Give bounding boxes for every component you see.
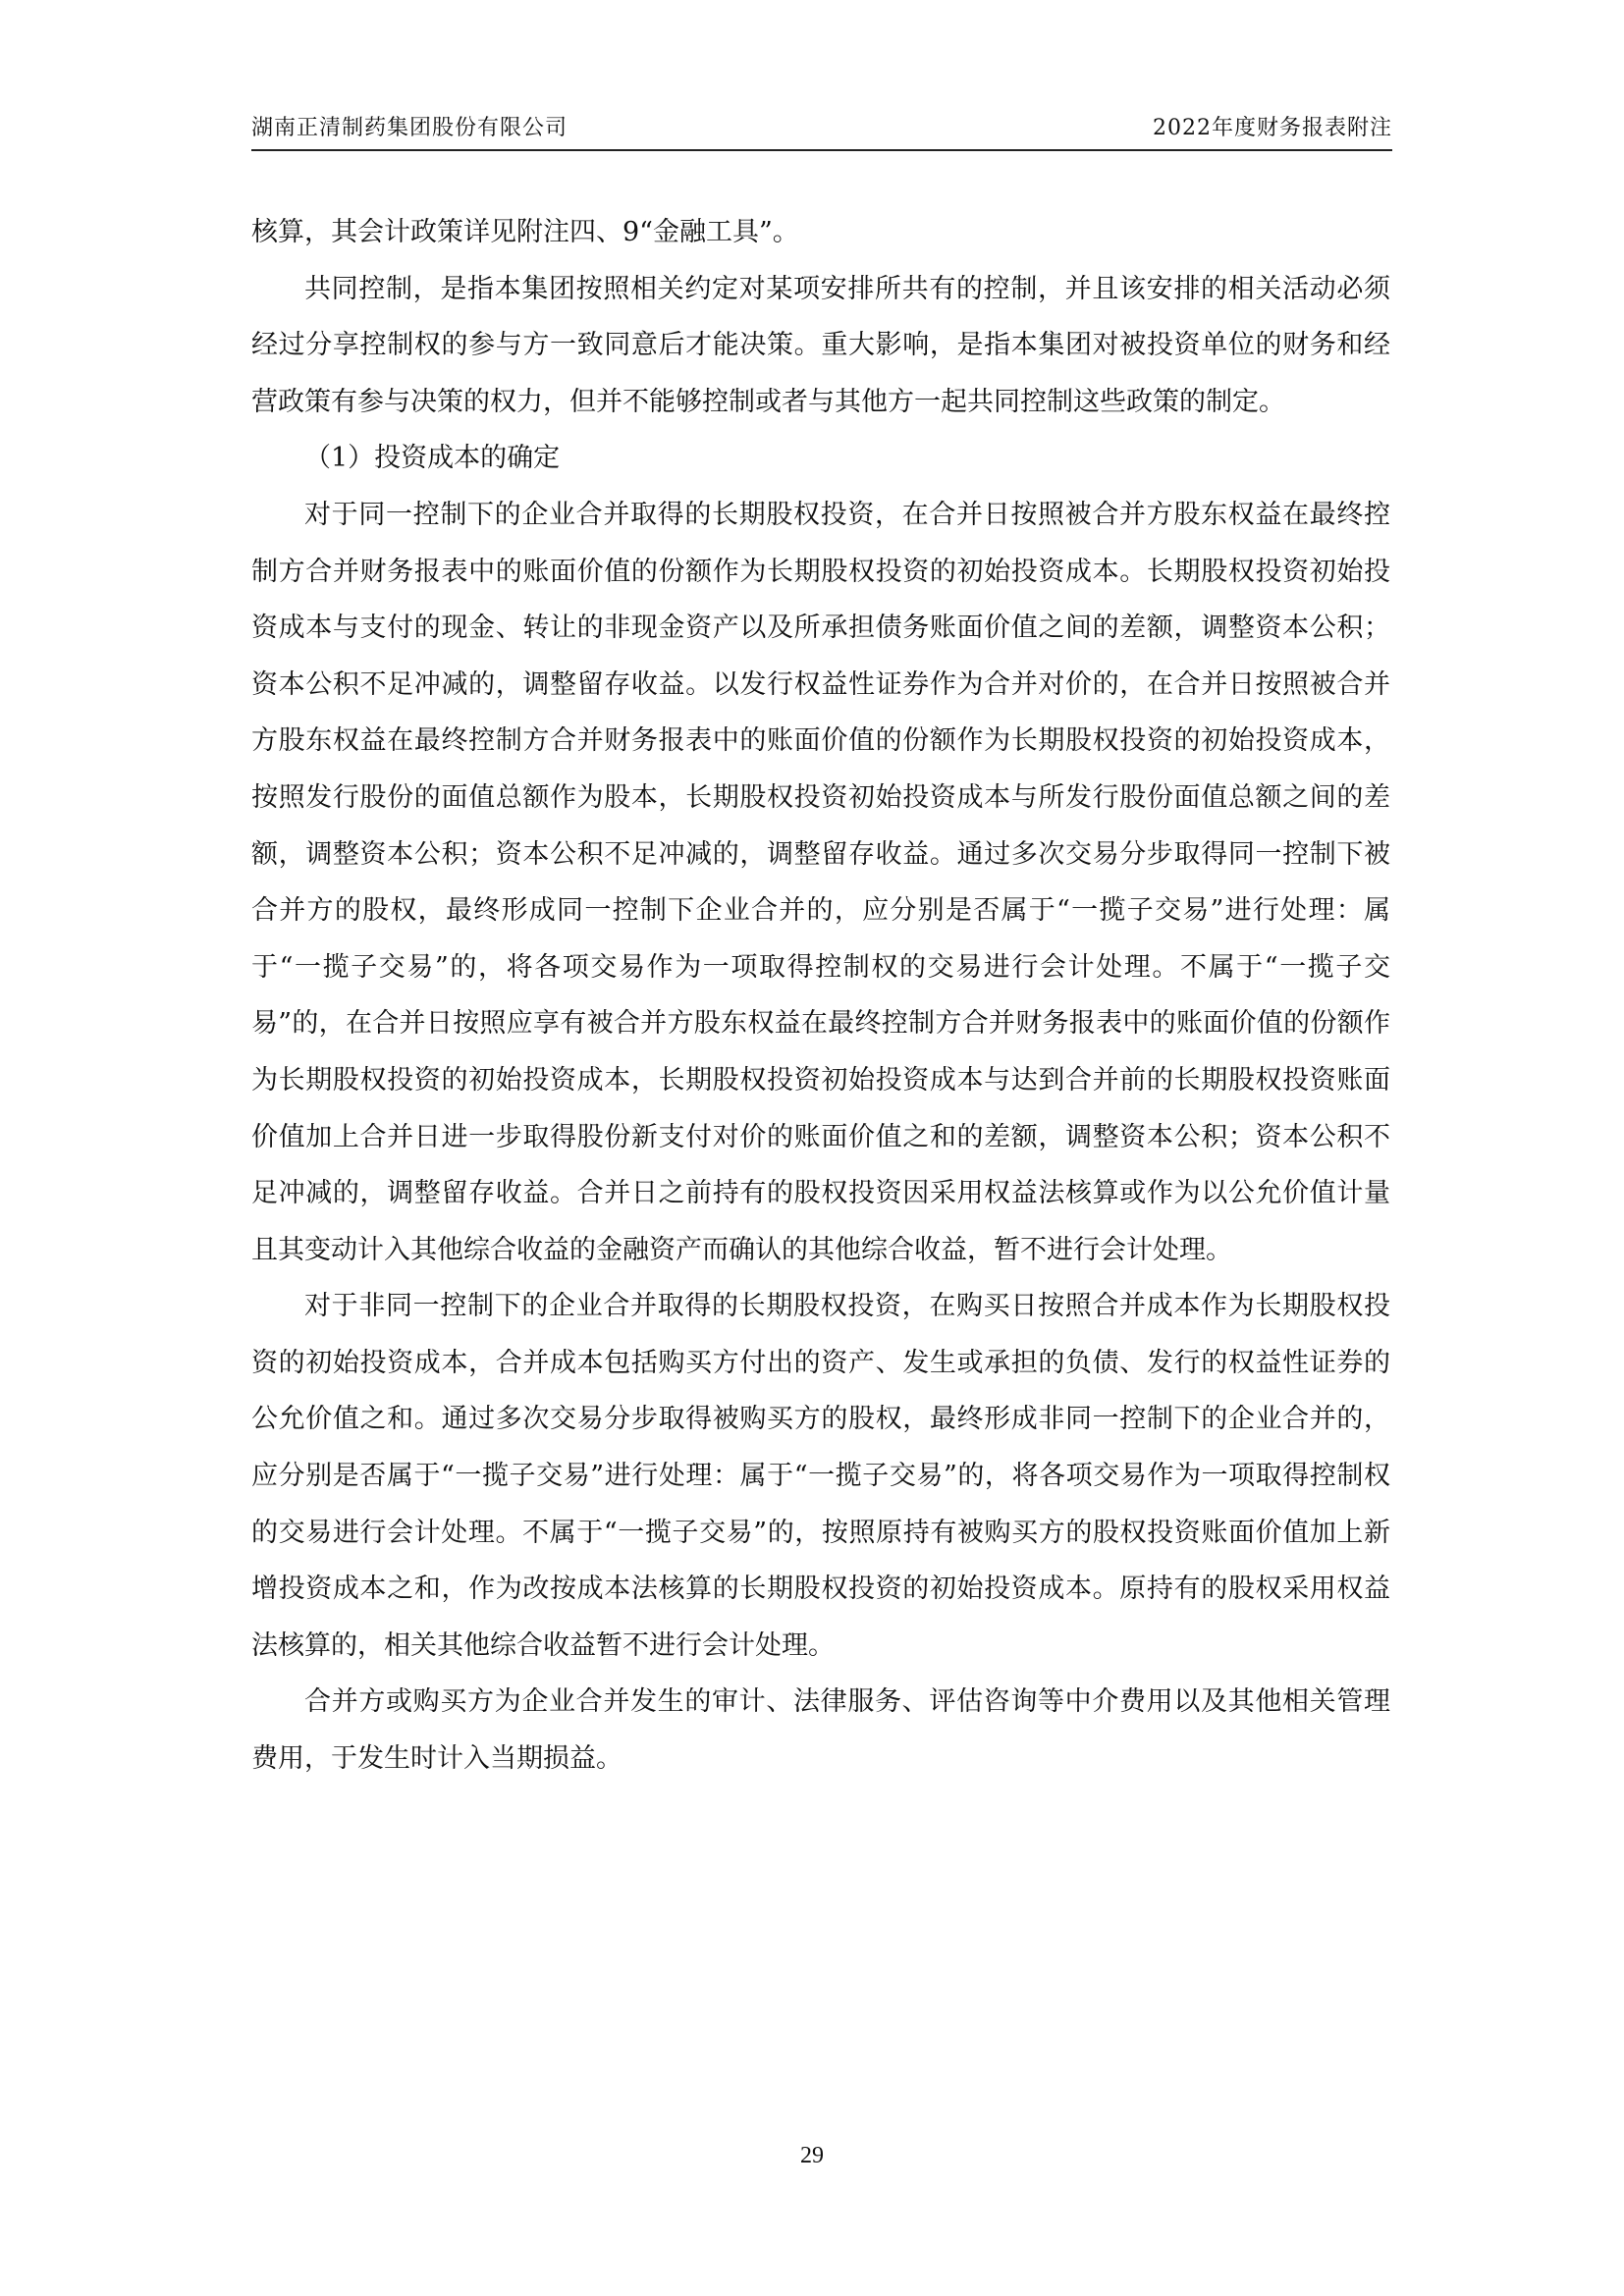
header-report-title: 2022年度财务报表附注 — [1153, 116, 1392, 140]
paragraph-same-control-merger: 对于同一控制下的企业合并取得的长期股权投资，在合并日按照被合并方股东权益在最终控制方合并财务报表中的账面价值的份额作为长期股权投资的初始投资成本。长期股权投资初始投资成本与支付的现金、转让的非现金资产以及所承担债务账面价值之间的差额，调整资本公积；资本公积不足冲减的，调整留存收益。以发行权益性证券作为合并对价的，在合并日按照被合并方股东权益在最终控制方合并财务报表中的账面价值的份额作为长期股权投资的初始投资成本，按照发行股份的面值总额作为股本，长期股权投资初始投资成本与所发行股份面值总额之间的差额，调整资本公积；资本公积不足冲减的，调整留存收益。通过多次交易分步取得同一控制下被合并方的股权，最终形成同一控制下企业合并的，应分别是否属于“一揽子交易”进行处理：属于“一揽子交易”的，将各项交易作为一项取得控制权的交易进行会计处理。不属于“一揽子交易”的，在合并日按照应享有被合并方股东权益在最终控制方合并财务报表中的账面价值的份额作为长期股权投资的初始投资成本，长期股权投资初始投资成本与达到合并前的长期股权投资账面价值加上合并日进一步取得股份新支付对价的账面价值之和的差额，调整资本公积；资本公积不足冲减的，调整留存收益。合并日之前持有的股权投资因采用权益法核算或作为以公允价值计量且其变动计入其他综合收益的金融资产而确认的其他综合收益，暂不进行会计处理。 — [251, 499, 1390, 1265]
document-body — [251, 204, 1390, 1788]
header-company-name: 湖南正清制药集团股份有限公司 — [251, 116, 568, 140]
paragraph-joint-control: 共同控制，是指本集团按照相关约定对某项安排所共有的控制，并且该安排的相关活动必须经过分享控制权的参与方一致同意后才能决策。重大影响，是指本集团对被投资单位的财务和经营政策有参与决策的权力，但并不能够控制或者与其他方一起共同控制这些政策的制定。 — [251, 273, 1390, 417]
page-number: 29 — [800, 2143, 824, 2168]
paragraph-continuation: 核算，其会计政策详见附注四、9“金融工具”。 — [251, 217, 799, 247]
page-header — [251, 110, 1392, 151]
section-heading-investment-cost: （1）投资成本的确定 — [304, 443, 561, 474]
paragraph-merger-expenses: 合并方或购买方为企业合并发生的审计、法律服务、评估咨询等中介费用以及其他相关管理费用，于发生时计入当期损益。 — [251, 1686, 1390, 1775]
paragraph-non-same-control-merger: 对于非同一控制下的企业合并取得的长期股权投资，在购买日按照合并成本作为长期股权投资的初始投资成本，合并成本包括购买方付出的资产、发生或承担的负债、发行的权益性证券的公允价值之和。通过多次交易分步取得被购买方的股权，最终形成非同一控制下的企业合并的，应分别是否属于“一揽子交易”进行处理：属于“一揽子交易”的，将各项交易作为一项取得控制权的交易进行会计处理。不属于“一揽子交易”的，按照原持有被购买方的股权投资账面价值加上新增投资成本之和，作为改按成本法核算的长期股权投资的初始投资成本。原持有的股权采用权益法核算的，相关其他综合收益暂不进行会计处理。 — [251, 1291, 1390, 1661]
